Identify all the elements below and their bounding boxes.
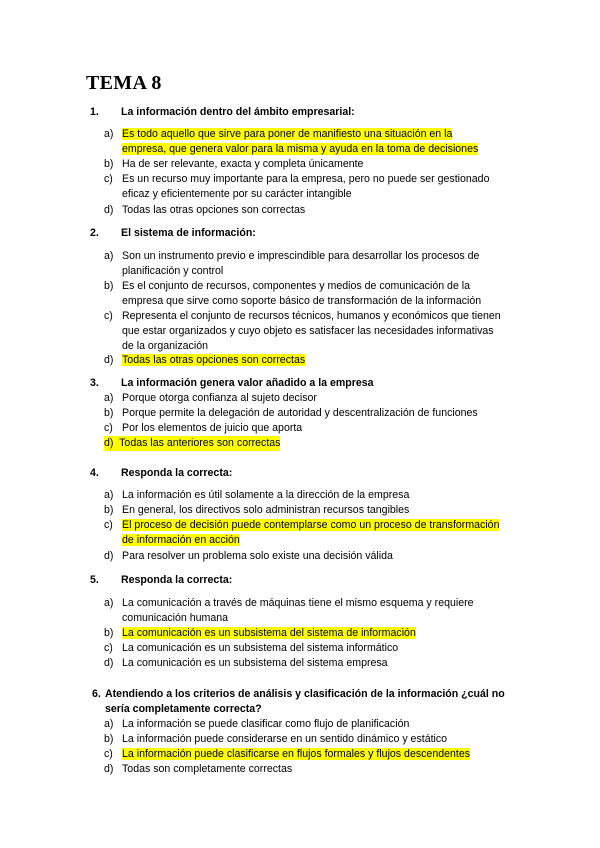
question-text: El sistema de información: xyxy=(121,227,256,239)
option-text-line: El proceso de decisión puede contemplarse como un proceso de transformación xyxy=(122,519,500,531)
option-text-line: eficaz y eficientemente por su carácter intangible xyxy=(122,188,352,200)
option-text-line: Todas las anteriores son correctas xyxy=(119,437,281,449)
option-label: c) xyxy=(104,173,113,185)
option-label: d) xyxy=(104,437,114,449)
question-text: La información dentro del ámbito empresarial: xyxy=(121,106,355,118)
option-label: a) xyxy=(104,597,114,609)
option-label: d) xyxy=(104,204,114,216)
option-text-line: Para resolver un problema solo existe una decisión válida xyxy=(122,550,393,562)
option-label: a) xyxy=(104,718,114,730)
option-text-line: empresa que sirve como soporte básico de transformación de la información xyxy=(122,295,482,307)
question-text: Responda la correcta: xyxy=(121,574,233,586)
question-text: La información genera valor añadido a la empresa xyxy=(121,377,374,389)
question-text-line: sería completamente correcta? xyxy=(105,703,262,715)
question-text-line: Atendiendo a los criterios de análisis y clasificación de la información ¿cuál no xyxy=(105,688,505,700)
option-label: a) xyxy=(104,392,114,404)
question-number: 2. xyxy=(90,227,99,239)
option-text-line: La información es útil solamente a la dirección de la empresa xyxy=(122,489,410,501)
option-text-line: Es el conjunto de recursos, componentes y medios de comunicación de la xyxy=(122,280,471,292)
option-label: c) xyxy=(104,519,113,531)
option-label: c) xyxy=(104,310,113,322)
option-text-line: Todas las otras opciones son correctas xyxy=(122,204,306,216)
option-text-line: La comunicación a través de máquinas tiene el mismo esquema y requiere xyxy=(122,597,474,609)
option-text-line: Por los elementos de juicio que aporta xyxy=(122,422,303,434)
option-text-line: La comunicación es un subsistema del sistema de información xyxy=(122,627,416,639)
option-label: c) xyxy=(104,642,113,654)
option-label: b) xyxy=(104,504,114,516)
option-label: a) xyxy=(104,128,114,140)
option-text-line: que estar organizados y cuyo objeto es satisfacer las necesidades informativas xyxy=(122,325,494,337)
option-text-line: La comunicación es un subsistema del sistema informático xyxy=(122,642,399,654)
option-text-line: La información puede considerarse en un sentido dinámico y estático xyxy=(122,733,448,745)
question-number: 5. xyxy=(90,574,99,586)
option-label: a) xyxy=(104,489,114,501)
option-text-line: Todas son completamente correctas xyxy=(122,763,293,775)
question-number: 4. xyxy=(90,467,99,479)
option-label: d) xyxy=(104,657,114,669)
question-number: 6. xyxy=(92,688,101,700)
option-text-line: La información puede clasificarse en flujos formales y flujos descendentes xyxy=(122,748,471,760)
question-number: 1. xyxy=(90,106,99,118)
option-text-line: La información se puede clasificar como flujo de planificación xyxy=(122,718,410,730)
option-label: c) xyxy=(104,748,113,760)
option-text-line: Porque permite la delegación de autoridad y descentralización de funciones xyxy=(122,407,478,419)
question-text: Responda la correcta: xyxy=(121,467,233,479)
option-text-line: Representa el conjunto de recursos técnicos, humanos y económicos que tienen xyxy=(122,310,501,322)
option-text-line: Es todo aquello que sirve para poner de manifiesto una situación en la xyxy=(122,128,453,140)
option-label: b) xyxy=(104,158,114,170)
option-text-line: Ha de ser relevante, exacta y completa únicamente xyxy=(122,158,364,170)
option-text-line: Son un instrumento previo e imprescindible para desarrollar los procesos de xyxy=(122,250,480,262)
option-label: d) xyxy=(104,354,114,366)
page-title: TEMA 8 xyxy=(86,72,162,94)
option-text-line: Todas las otras opciones son correctas xyxy=(122,354,306,366)
option-label: b) xyxy=(104,627,114,639)
option-text-line: comunicación humana xyxy=(122,612,228,624)
option-label: b) xyxy=(104,733,114,745)
option-text-line: de la organización xyxy=(122,340,208,352)
option-text-line: de información en acción xyxy=(122,534,240,546)
option-label: a) xyxy=(104,250,114,262)
option-label: d) xyxy=(104,550,114,562)
option-text-line: Es un recurso muy importante para la empresa, pero no puede ser gestionado xyxy=(122,173,490,185)
option-text-line: La comunicación es un subsistema del sistema empresa xyxy=(122,657,388,669)
question-number: 3. xyxy=(90,377,99,389)
option-text-line: planificación y control xyxy=(122,265,224,277)
option-label: b) xyxy=(104,407,114,419)
option-label: c) xyxy=(104,422,113,434)
option-label: d) xyxy=(104,763,114,775)
option-label: b) xyxy=(104,280,114,292)
option-text-line: En general, los directivos solo administran recursos tangibles xyxy=(122,504,410,516)
option-text-line: empresa, que genera valor para la misma y ayuda en la toma de decisiones xyxy=(122,143,479,155)
option-text-line: Porque otorga confianza al sujeto decisor xyxy=(122,392,317,404)
